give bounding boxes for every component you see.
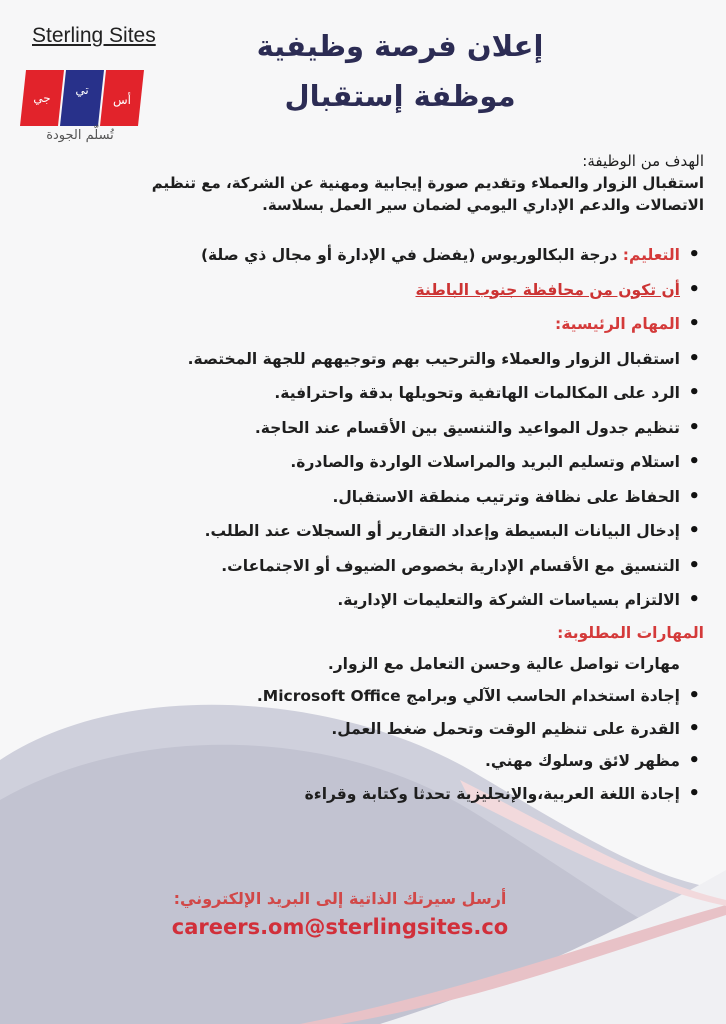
duties-heading: المهام الرئيسية: [555,315,680,333]
logo-tagline: تُسلّم الجودة [46,128,114,143]
location-requirement: أن تكون من محافظة جنوب الباطنة [415,280,680,299]
duty-item: • استلام وتسليم البريد والمراسلات الواردة والصادرة. [44,445,680,480]
skills-heading: المهارات المطلوبة: [557,623,704,642]
objective-line-1: استقبال الزوار والعملاء وتقديم صورة إيجابية ومهنية عن الشركة، مع تنظيم [151,174,704,192]
title-line-1: إعلان فرصة وظيفية [256,29,544,63]
skill-item: • إجادة اللغة العربية،والإنجليزية تحدثا وكتابة وقراءة [44,778,680,811]
job-details [44,150,704,810]
duty-item: • إدخال البيانات البسيطة وإعداد التقارير أو السجلات عند الطلب. [44,514,680,549]
svg-text:تي: تي [75,83,89,97]
objective-section [44,150,704,216]
skill-item: • إجادة استخدام الحاسب الآلي وبرامج Microsoft Office. [44,680,680,713]
skill-item: • مظهر لائق وسلوك مهني. [44,745,680,778]
duty-item: • التنسيق مع الأقسام الإدارية بخصوص الضيوف أو الاجتماعات. [44,549,680,584]
svg-text:جي: جي [33,91,51,105]
company-logo [20,68,144,128]
education-text: درجة البكالوريوس (يفضل في الإدارة أو مجال ذي صلة) [200,246,623,264]
duty-item: • الحفاظ على نظافة وترتيب منطقة الاستقبال. [44,480,680,515]
title-line-2: موظفة إستقبال [284,79,516,113]
careers-email-link[interactable]: careers.om@sterlingsites.co [171,915,509,939]
duty-item: • استقبال الزوار والعملاء والترحيب بهم وتوجيههم للجهة المختصة. [44,342,680,377]
objective-text [44,172,704,216]
application-footer [140,886,540,942]
svg-text:أس: أس [113,93,131,107]
page-title [230,22,570,122]
education-item [44,238,680,273]
company-name: Sterling Sites [32,24,156,47]
duty-item: • تنظيم جدول المواعيد والتنسيق بين الأقسام عند الحاجة. [44,411,680,446]
objective-heading: الهدف من الوظيفة: [582,152,704,170]
logo-segment-2 [60,70,104,126]
location-item [44,273,680,308]
duty-item: • الرد على المكالمات الهاتفية وتحويلها بدقة واحترافية. [44,376,680,411]
skill-item: • القدرة على تنظيم الوقت وتحمل ضغط العمل. [44,713,680,746]
education-label: التعليم: [622,246,680,264]
skill-item: مهارات تواصل عالية وحسن التعامل مع الزوار. [327,654,680,673]
send-cv-text: أرسل سيرتك الذاتية إلى البريد الإلكتروني: [173,889,507,908]
requirements-list [44,238,704,618]
objective-line-2: الاتصالات والدعم الإداري اليومي لضمان سير العمل بسلاسة. [262,196,704,214]
skills-list [44,648,704,811]
duty-item: • الالتزام بسياسات الشركة والتعليمات الإدارية. [44,583,680,618]
duties-heading-item [44,307,680,342]
